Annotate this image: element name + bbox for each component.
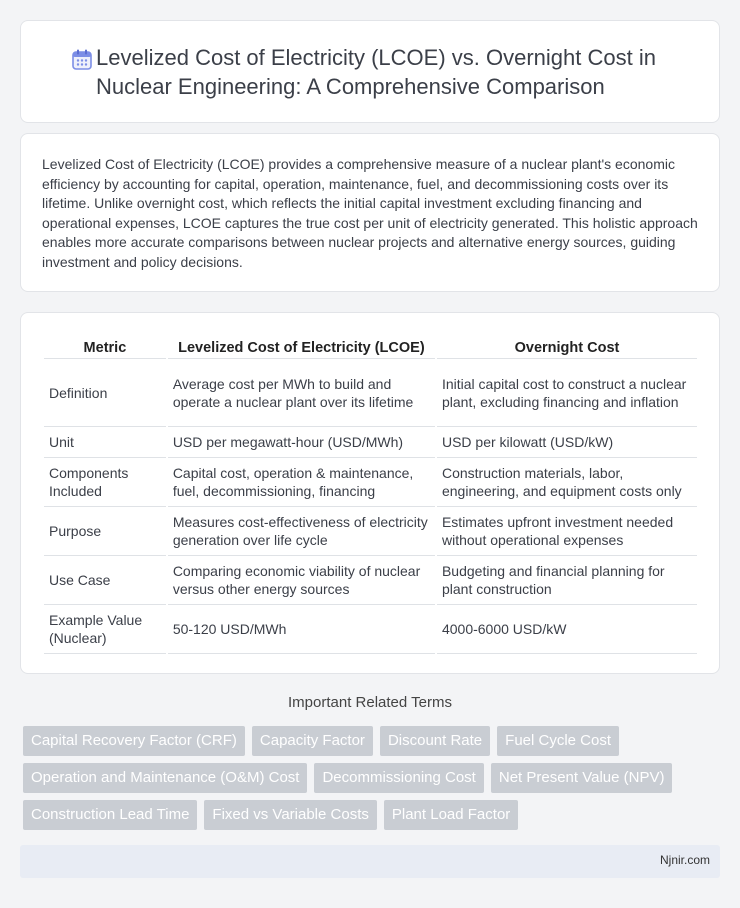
overnight-cost-cell: Estimates upfront investment needed without operational expenses bbox=[437, 507, 697, 556]
related-term-tag[interactable]: Capacity Factor bbox=[252, 726, 373, 756]
related-term-tag[interactable]: Operation and Maintenance (O&M) Cost bbox=[23, 763, 307, 793]
metric-cell: Example Value (Nuclear) bbox=[44, 605, 166, 654]
lcoe-cell: Measures cost-effectiveness of electricity generation over life cycle bbox=[168, 507, 435, 556]
column-header-lcoe: Levelized Cost of Electricity (LCOE) bbox=[168, 332, 435, 359]
table-row bbox=[44, 605, 697, 654]
column-header-overnight-cost: Overnight Cost bbox=[437, 332, 697, 359]
metric-cell: Unit bbox=[44, 427, 166, 458]
header-card bbox=[20, 20, 720, 123]
overnight-cost-cell: Initial capital cost to construct a nuclear plant, excluding financing and inflation bbox=[437, 359, 697, 427]
overnight-cost-cell: USD per kilowatt (USD/kW) bbox=[437, 427, 697, 458]
table-row bbox=[44, 359, 697, 427]
lcoe-cell: USD per megawatt-hour (USD/MWh) bbox=[168, 427, 435, 458]
lcoe-cell: Comparing economic viability of nuclear versus other energy sources bbox=[168, 556, 435, 605]
intro-paragraph: Levelized Cost of Electricity (LCOE) provides a comprehensive measure of a nuclear plant's economic efficiency by accounting for capital, operation, maintenance, fuel, and decommissioning costs over its lifetime. Unlike overnight cost, which reflects the initial capital investment excluding financing and operational expenses, LCOE captures the true cost per unit of electricity generated. This holistic approach enables more accurate comparisons between nuclear projects and alternative energy sources, guiding investment and policy decisions. bbox=[42, 156, 698, 270]
related-term-tag[interactable]: Plant Load Factor bbox=[384, 800, 518, 830]
related-terms-heading: Important Related Terms bbox=[288, 694, 452, 711]
comparison-table bbox=[42, 332, 699, 654]
footer-site-name[interactable]: Njnir.com bbox=[659, 853, 710, 867]
related-term-tag[interactable]: Fixed vs Variable Costs bbox=[204, 800, 376, 830]
metric-cell: Definition bbox=[44, 359, 166, 427]
table-row bbox=[44, 556, 697, 605]
table-row bbox=[44, 458, 697, 507]
overnight-cost-cell: Construction materials, labor, engineering, and equipment costs only bbox=[437, 458, 697, 507]
related-term-tag[interactable]: Decommissioning Cost bbox=[314, 763, 483, 793]
lcoe-cell: Capital cost, operation & maintenance, fuel, decommissioning, financing bbox=[168, 458, 435, 507]
overnight-cost-cell: Budgeting and financial planning for plant construction bbox=[437, 556, 697, 605]
related-term-tag[interactable]: Capital Recovery Factor (CRF) bbox=[23, 726, 245, 756]
column-header-metric: Metric bbox=[44, 332, 166, 359]
metric-cell: Purpose bbox=[44, 507, 166, 556]
lcoe-cell: Average cost per MWh to build and operate a nuclear plant over its lifetime bbox=[168, 359, 435, 427]
related-terms-list bbox=[23, 726, 723, 830]
table-row bbox=[44, 507, 697, 556]
table-row bbox=[44, 427, 697, 458]
page-title: Levelized Cost of Electricity (LCOE) vs. Overnight Cost in Nuclear Engineering: A Comprehensive Comparison bbox=[96, 45, 656, 99]
related-term-tag[interactable]: Net Present Value (NPV) bbox=[491, 763, 673, 793]
related-term-tag[interactable]: Discount Rate bbox=[380, 726, 490, 756]
table-header-row bbox=[44, 332, 697, 359]
lcoe-cell: 50-120 USD/MWh bbox=[168, 605, 435, 654]
related-term-tag[interactable]: Fuel Cycle Cost bbox=[497, 726, 619, 756]
footer bbox=[20, 845, 720, 878]
metric-cell: Use Case bbox=[44, 556, 166, 605]
intro-card bbox=[20, 133, 720, 292]
calendar-icon bbox=[69, 47, 95, 73]
overnight-cost-cell: 4000-6000 USD/kW bbox=[437, 605, 697, 654]
metric-cell: Components Included bbox=[44, 458, 166, 507]
related-term-tag[interactable]: Construction Lead Time bbox=[23, 800, 197, 830]
comparison-table-card bbox=[20, 312, 720, 674]
